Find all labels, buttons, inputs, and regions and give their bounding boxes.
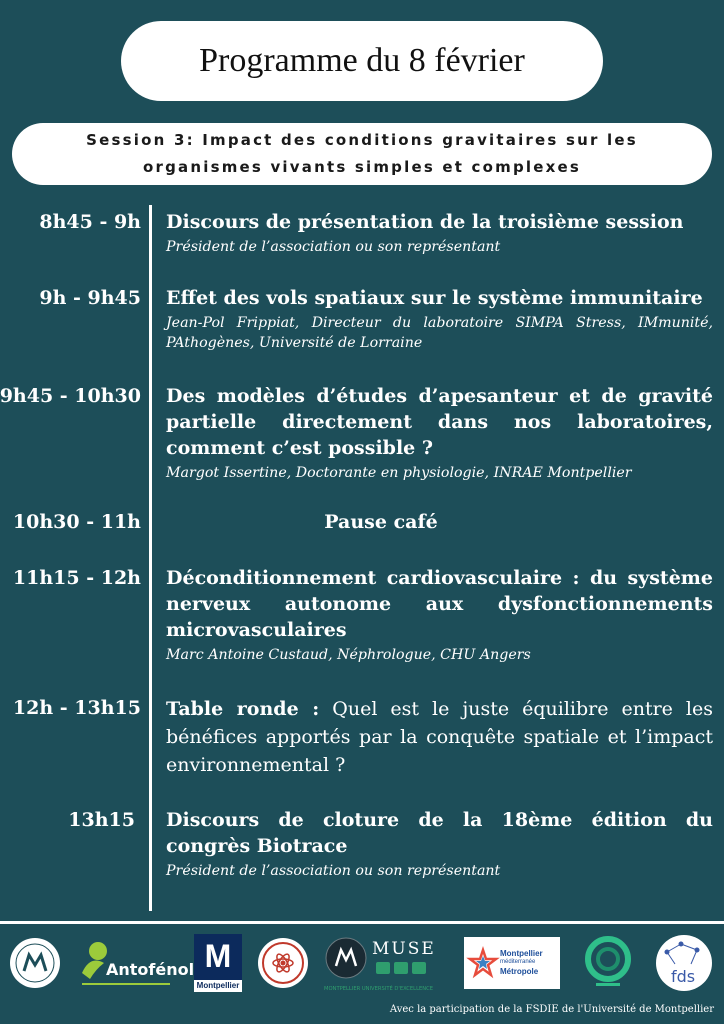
muse-wordmark: MUSE [372,939,436,959]
montpellier-metropole-logo [463,932,561,994]
schedule-speaker: Président de l’association ou son représentant [166,863,501,879]
schedule-time: 11h15 - 12h [12,567,141,589]
session-title-line-2: organismes vivants simples et complexes [142,158,581,176]
session-banner [12,123,712,185]
timeline-divider [149,205,152,911]
schedule-time: 9h45 - 10h30 [0,385,141,407]
schedule-time: 8h45 - 9h [39,211,141,233]
antofenol-logo [76,932,195,994]
schedule-title: Discours de cloture de la 18ème édition du congrès Biotrace [166,809,713,857]
schedule-speaker: Marc Antoine Custaud, Néphrologue, CHU Angers [166,647,531,663]
schedule-time: 13h15 [68,809,135,831]
schedule-title: Déconditionnement cardiovasculaire : du système nerveux autonome aux dysfonctionnements microvasculaires [166,567,713,641]
schedule-title [166,695,713,779]
montpellier-wordmark: Montpellier [194,980,242,992]
schedule-speaker: Margot Issertine, Doctorante en physiologie, INRAE Montpellier [166,465,632,481]
green-circle-logo [580,932,636,994]
footer-divider [0,921,724,924]
metropole-line-2: méditerranée [500,959,536,965]
metropole-line-3: Métropole [500,967,539,976]
fds-logo [654,932,714,994]
metropole-line-1: Montpellier [500,949,543,958]
schedule-speaker: Jean-Pol Frippiat, Directeur du laboratoire SIMPA Stress, IMmunité, PAthogènes, Université de Lorraine [166,315,713,351]
schedule-title: Effet des vols spatiaux sur le système immunitaire [166,287,703,309]
schedule-time: 10h30 - 11h [12,511,141,533]
round-table-label: Table ronde : [166,698,320,720]
round-table-question: Quel est le juste équilibre entre les bénéfices apportés par la conquête spatiale et l’impact environnemental ? [166,698,713,776]
muse-subtitle: MONTPELLIER UNIVERSITÉ D'EXCELLENCE [324,986,434,992]
association-seal-logo [256,932,310,994]
schedule-title: Discours de présentation de la troisième session [166,211,684,233]
title-banner [121,21,603,101]
page-title: Programme du 8 février [199,42,525,79]
schedule-time: 9h - 9h45 [39,287,141,309]
pause-label: Pause café [324,511,438,533]
schedule-speaker: Président de l’association ou son représentant [166,239,501,255]
footer-credit: Avec la participation de la FSDIE de l'Université de Montpellier [389,1004,714,1015]
sponsor-logos [0,932,724,998]
antofenol-wordmark: Antofénol [106,960,195,979]
montpellier-m-logo: M Montpellier [192,932,244,994]
university-seal-logo [8,932,62,994]
fds-wordmark: fds [671,967,696,986]
schedule-title: Des modèles d’études d’apesanteur et de gravité partielle directement dans nos laboratoires, comment c’est possible ? [166,385,713,459]
muse-logo [320,932,444,994]
schedule-time: 12h - 13h15 [12,697,141,719]
session-title-line-1: Session 3: Impact des conditions gravitaires sur les [86,131,638,149]
